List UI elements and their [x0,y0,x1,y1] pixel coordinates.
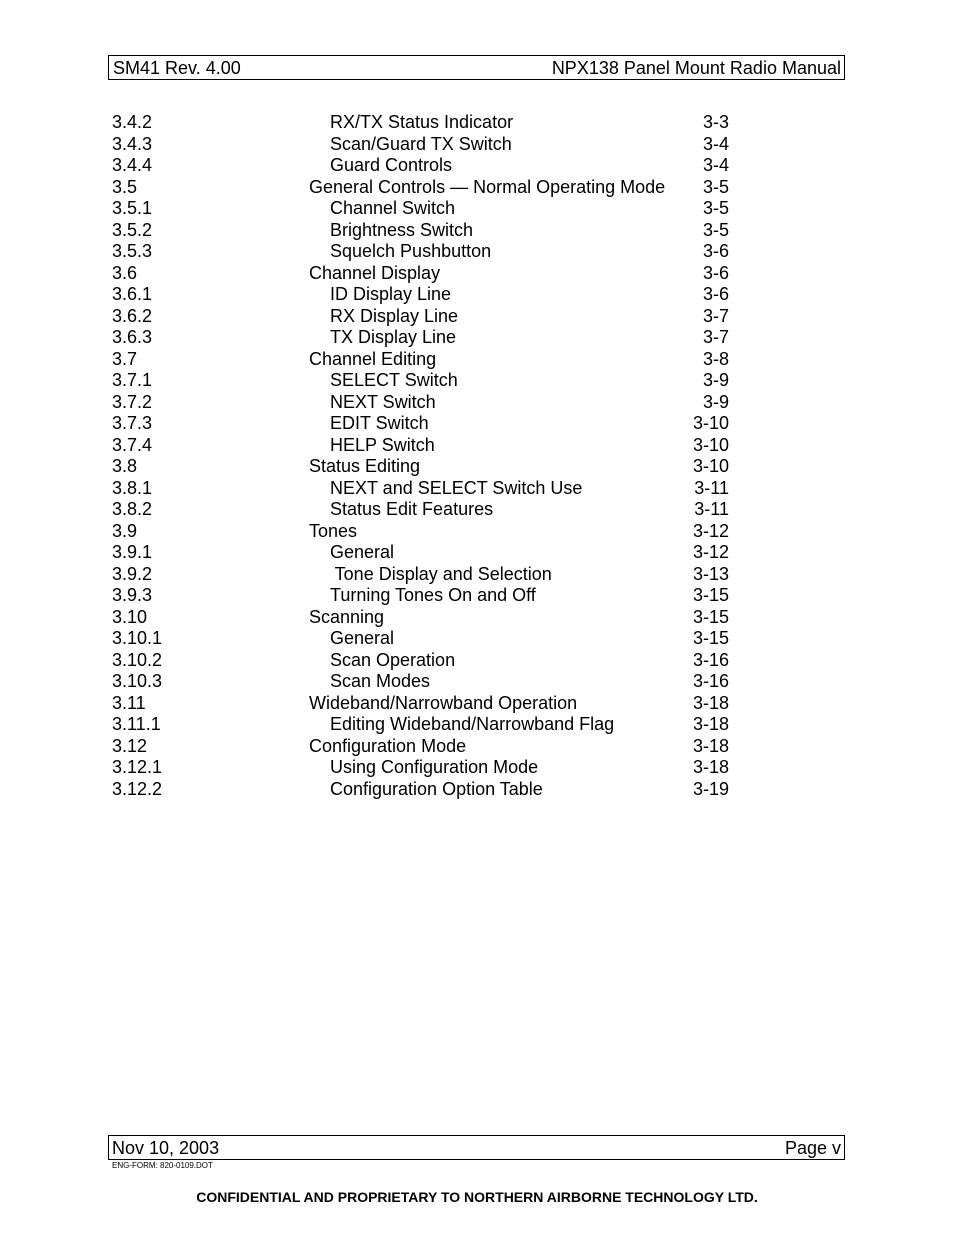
toc-section-title: Scan Modes [330,671,431,691]
toc-section-number: 3.7.2 [112,391,153,412]
toc-page-number: 3-7 [702,305,729,326]
toc-page-number: 3-15 [692,606,729,627]
toc-section-number: 3.4.2 [112,112,153,132]
toc-section-title: Editing Wideband/Narrowband Flag [330,714,615,734]
toc-page-number: 3-10 [692,434,729,455]
toc-entry [0,456,954,478]
toc-page-number: 3-11 [694,499,729,519]
toc-page-number: 3-11 [694,477,729,498]
toc-page-number: 3-7 [702,327,729,347]
toc-page-number: 3-3 [702,112,729,132]
page-header [108,55,845,80]
toc-page-number: 3-18 [692,757,729,777]
toc-section-number: 3.5.2 [112,219,153,240]
toc-section-number: 3.11 [112,692,146,713]
toc-section-number: 3.5.1 [112,198,153,218]
toc-section-number: 3.12 [112,735,148,756]
toc-section-number: 3.4.3 [112,133,153,154]
toc-section-number: 3.4.4 [112,155,153,175]
toc-section-number: 3.11.1 [112,714,161,734]
toc-section-title: Scan/Guard TX Switch [330,133,512,154]
toc-section-title: General Controls — Normal Operating Mode [309,176,666,197]
toc-section-title: Squelch Pushbutton [330,241,492,261]
toc-section-number: 3.10.1 [112,628,163,648]
confidential-notice: CONFIDENTIAL AND PROPRIETARY TO NORTHERN AIRBORNE TECHNOLOGY LTD. [196,1189,758,1205]
toc-page-number: 3-8 [702,348,729,369]
toc-section-title: TX Display Line [330,327,457,347]
toc-page-number: 3-5 [702,198,729,218]
toc-entry [0,155,954,177]
toc-page-number: 3-6 [702,284,729,304]
toc-entry [0,306,954,328]
toc-section-number: 3.8 [112,456,138,476]
toc-page-number: 3-10 [692,413,729,433]
toc-page-number: 3-16 [692,649,729,670]
form-id: ENG-FORM: 820-0109.DOT [112,1161,213,1170]
toc-entry [0,607,954,629]
toc-section-title: NEXT and SELECT Switch Use [330,477,583,498]
toc-entry [0,779,954,801]
toc-section-number: 3.10.2 [112,649,163,670]
toc-entry [0,736,954,758]
toc-page-number: 3-5 [702,176,729,197]
toc-section-title: RX Display Line [330,305,459,326]
document-id: SM41 Rev. 4.00 [113,58,241,78]
toc-section-title: Turning Tones On and Off [330,585,536,605]
document-title: NPX138 Panel Mount Radio Manual [551,58,841,78]
toc-section-title: Configuration Option Table [330,778,543,799]
toc-section-title: General [330,628,395,648]
toc-section-title: Using Configuration Mode [330,757,539,777]
toc-page-number: 3-19 [692,778,729,799]
toc-entry [0,435,954,457]
toc-section-title: Status Edit Features [330,499,494,519]
footer-date: Nov 10, 2003 [112,1138,220,1158]
toc-entry [0,241,954,263]
toc-entry [0,628,954,650]
toc-section-title: ID Display Line [330,284,452,304]
toc-section-number: 3.5 [112,176,138,197]
toc-section-title: SELECT Switch [330,370,458,390]
toc-entry [0,499,954,521]
toc-page-number: 3-15 [692,628,729,648]
toc-section-number: 3.9.3 [112,585,153,605]
toc-page-number: 3-10 [692,456,729,476]
toc-entry [0,757,954,779]
toc-page-number: 3-15 [692,585,729,605]
toc-section-title: General [330,542,395,562]
toc-section-title: EDIT Switch [330,413,429,433]
toc-section-title: Configuration Mode [309,735,467,756]
toc-entry [0,521,954,543]
toc-entry [0,564,954,586]
toc-section-number: 3.6 [112,262,138,283]
toc-entry [0,370,954,392]
toc-section-number: 3.7.3 [112,413,153,433]
toc-page-number: 3-18 [692,714,729,734]
toc-section-title: Brightness Switch [330,219,474,240]
toc-section-title: Channel Editing [309,348,437,369]
toc-entry [0,478,954,500]
toc-section-number: 3.5.3 [112,241,153,261]
toc-entry [0,327,954,349]
toc-page-number: 3-12 [692,542,729,562]
toc-entry [0,714,954,736]
toc-page-number: 3-12 [692,520,729,541]
toc-entry [0,284,954,306]
toc-section-number: 3.10 [112,606,148,627]
toc-section-title: HELP Switch [330,434,435,455]
toc-entry [0,134,954,156]
toc-section-number: 3.6.3 [112,327,153,347]
toc-page-number: 3-13 [692,563,729,584]
toc-page-number: 3-6 [702,262,729,283]
toc-entry [0,650,954,672]
toc-page-number: 3-5 [702,219,729,240]
toc-section-title: Scan Operation [330,649,456,670]
toc-section-number: 3.10.3 [112,671,163,691]
toc-section-title: Status Editing [309,456,421,476]
toc-page-number: 3-4 [702,133,729,154]
toc-page-number: 3-6 [702,241,729,261]
toc-section-number: 3.9.1 [112,542,153,562]
toc-section-number: 3.12.1 [112,757,163,777]
page-number: Page v [784,1138,841,1158]
toc-section-number: 3.7 [112,348,138,369]
toc-entry [0,693,954,715]
toc-section-title: RX/TX Status Indicator [330,112,514,132]
toc-entry [0,220,954,242]
toc-section-number: 3.9.2 [112,563,153,584]
table-of-contents [0,112,954,800]
toc-entry [0,585,954,607]
toc-section-title: Scanning [309,606,385,627]
toc-section-title: Channel Switch [330,198,456,218]
toc-section-title: Wideband/Narrowband Operation [309,692,578,713]
toc-section-title: Guard Controls [330,155,453,175]
toc-entry [0,671,954,693]
toc-page-number: 3-9 [702,391,729,412]
toc-section-number: 3.8.1 [112,477,153,498]
toc-entry [0,198,954,220]
toc-entry [0,263,954,285]
toc-entry [0,392,954,414]
toc-entry [0,349,954,371]
toc-entry [0,413,954,435]
toc-section-number: 3.12.2 [112,778,163,799]
toc-section-title: Tone Display and Selection [330,563,552,584]
toc-section-number: 3.7.4 [112,434,153,455]
toc-section-title: NEXT Switch [330,391,436,412]
toc-section-number: 3.8.2 [112,499,153,519]
toc-section-number: 3.6.1 [112,284,153,304]
toc-page-number: 3-4 [702,155,729,175]
toc-page-number: 3-9 [702,370,729,390]
toc-entry [0,112,954,134]
toc-entry [0,177,954,199]
toc-entry [0,542,954,564]
toc-section-number: 3.6.2 [112,305,153,326]
toc-section-title: Channel Display [309,262,441,283]
toc-page-number: 3-16 [692,671,729,691]
page-footer [108,1135,845,1160]
toc-page-number: 3-18 [692,735,729,756]
toc-section-title: Tones [309,520,358,541]
toc-section-number: 3.9 [112,520,138,541]
toc-section-number: 3.7.1 [112,370,153,390]
toc-page-number: 3-18 [692,692,729,713]
